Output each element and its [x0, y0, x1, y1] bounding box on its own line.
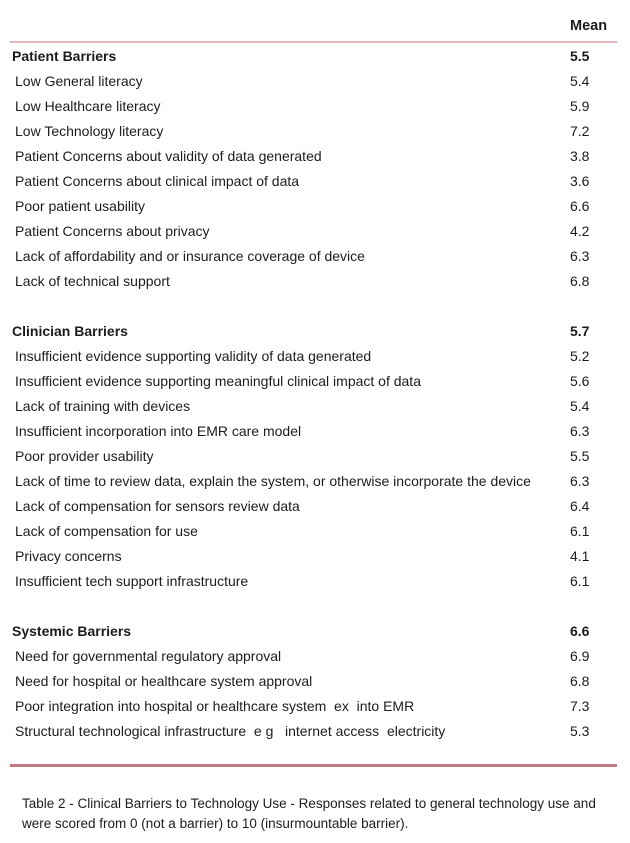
row-label: Need for governmental regulatory approval — [15, 647, 282, 664]
table-row — [0, 443, 630, 468]
table-row — [0, 243, 630, 268]
row-mean-value: 6.3 — [570, 247, 590, 264]
section-spacer — [0, 593, 630, 618]
row-mean-value: 7.2 — [570, 122, 590, 139]
table-row — [0, 143, 630, 168]
row-mean-value: 6.8 — [570, 672, 590, 689]
row-label: Lack of technical support — [15, 272, 170, 289]
section-spacer — [0, 293, 630, 318]
row-mean-value: 4.2 — [570, 222, 590, 239]
row-mean-value: 4.1 — [570, 547, 590, 564]
row-label: Lack of affordability and or insurance coverage of device — [15, 247, 365, 264]
mean-column-header: Mean — [570, 18, 608, 34]
table-row — [0, 693, 630, 718]
table-row — [0, 643, 630, 668]
row-mean-value: 6.6 — [570, 197, 590, 214]
row-label: Privacy concerns — [15, 547, 122, 564]
table-row — [0, 218, 630, 243]
row-mean-value: 6.4 — [570, 497, 590, 514]
table-row — [0, 343, 630, 368]
table-row — [0, 418, 630, 443]
table-row — [0, 543, 630, 568]
row-mean-value: 5.5 — [570, 447, 590, 464]
row-mean-value: 6.9 — [570, 647, 590, 664]
row-label: Insufficient tech support infrastructure — [15, 572, 249, 589]
row-mean-value: 6.3 — [570, 472, 590, 489]
row-mean-value: 7.3 — [570, 697, 590, 714]
row-label: Low Healthcare literacy — [15, 97, 161, 114]
row-label: Lack of compensation for sensors review data — [15, 497, 300, 514]
section-title: Systemic Barriers — [12, 622, 132, 639]
row-mean-value: 5.2 — [570, 347, 590, 364]
row-mean-value: 5.6 — [570, 372, 590, 389]
row-mean-value: 5.4 — [570, 72, 590, 89]
row-label: Lack of time to review data, explain the system, or otherwise incorporate the device — [15, 472, 531, 489]
table-header-row — [0, 0, 630, 41]
section-header-row — [0, 318, 630, 343]
section-title: Clinician Barriers — [12, 322, 128, 339]
row-label: Patient Concerns about clinical impact of data — [15, 172, 300, 189]
row-mean-value: 3.8 — [570, 147, 590, 164]
table-row — [0, 193, 630, 218]
row-mean-value: 6.8 — [570, 272, 590, 289]
table-row — [0, 68, 630, 93]
row-mean-value: 6.1 — [570, 572, 590, 589]
section-mean-value: 5.5 — [570, 47, 590, 64]
row-label: Need for hospital or healthcare system approval — [15, 672, 313, 689]
table-row — [0, 493, 630, 518]
row-label: Poor patient usability — [15, 197, 145, 214]
row-label: Patient Concerns about validity of data generated — [15, 147, 322, 164]
row-label: Insufficient incorporation into EMR care model — [15, 422, 302, 439]
table-row — [0, 368, 630, 393]
table-row — [0, 568, 630, 593]
row-label: Insufficient evidence supporting meaningful clinical impact of data — [15, 372, 421, 389]
table-caption: Table 2 - Clinical Barriers to Technology Use - Responses related to general technology use and were scored from 0 (not a barrier) to 10 (insurmountable barrier). — [22, 796, 596, 831]
section-title: Patient Barriers — [12, 47, 117, 64]
row-label: Patient Concerns about privacy — [15, 222, 210, 239]
section-mean-value: 5.7 — [570, 322, 590, 339]
row-mean-value: 5.3 — [570, 722, 590, 739]
table-body — [0, 43, 630, 743]
row-label: Lack of training with devices — [15, 397, 191, 414]
table-row — [0, 268, 630, 293]
row-label: Structural technological infrastructure e g internet access electricity — [15, 722, 446, 739]
table-row — [0, 718, 630, 743]
section-header-row — [0, 43, 630, 68]
row-label: Insufficient evidence supporting validity of data generated — [15, 347, 372, 364]
table-row — [0, 168, 630, 193]
table-row — [0, 393, 630, 418]
row-label: Low General literacy — [15, 72, 143, 89]
table-row — [0, 668, 630, 693]
table-row — [0, 518, 630, 543]
row-mean-value: 5.9 — [570, 97, 590, 114]
row-mean-value: 5.4 — [570, 397, 590, 414]
table-row — [0, 118, 630, 143]
row-mean-value: 3.6 — [570, 172, 590, 189]
row-label: Poor integration into hospital or healthcare system ex into EMR — [15, 697, 415, 714]
row-label: Poor provider usability — [15, 447, 154, 464]
row-mean-value: 6.3 — [570, 422, 590, 439]
table-row — [0, 93, 630, 118]
row-label: Low Technology literacy — [15, 122, 164, 139]
row-label: Lack of compensation for use — [15, 522, 198, 539]
section-header-row — [0, 618, 630, 643]
row-mean-value: 6.1 — [570, 522, 590, 539]
table-row — [0, 468, 630, 493]
section-mean-value: 6.6 — [570, 622, 590, 639]
